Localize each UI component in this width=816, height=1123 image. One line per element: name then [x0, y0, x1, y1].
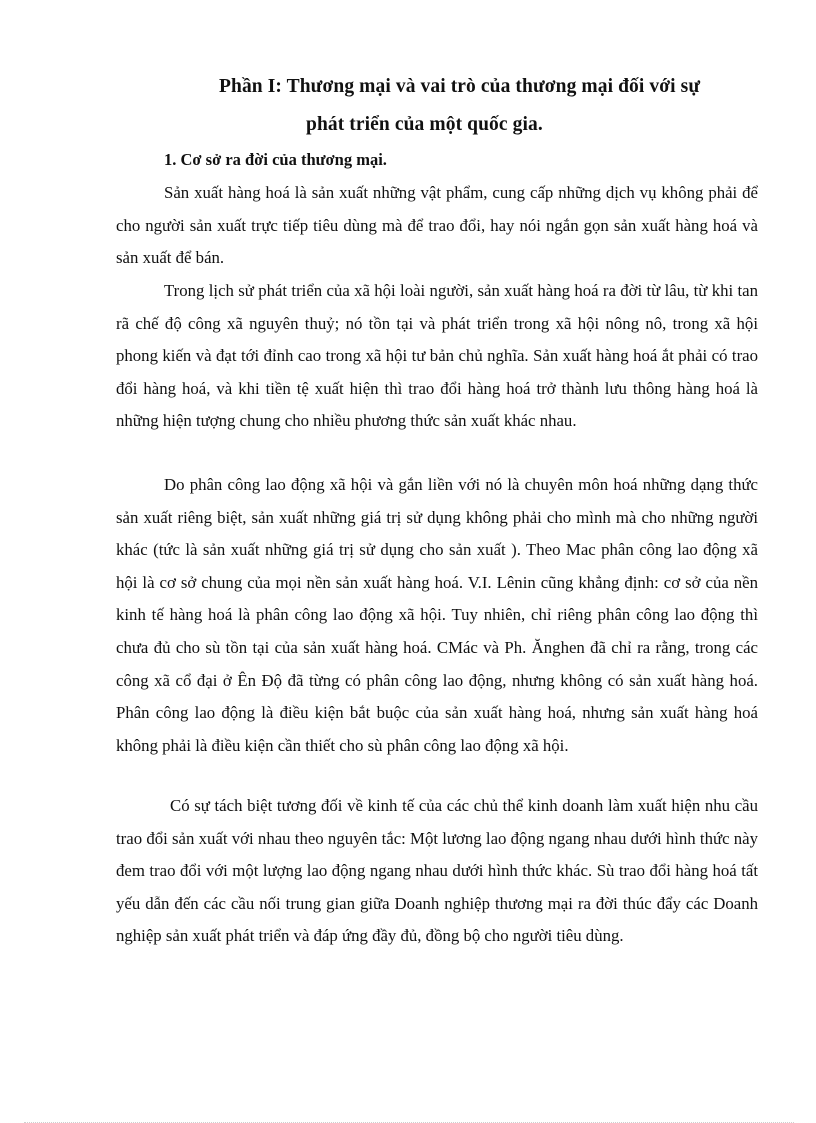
page-title-line-2: phát triển của một quốc gia. [306, 114, 543, 135]
body-paragraph-2: Trong lịch sử phát triển của xã hội loài người, sản xuất hàng hoá ra đời từ lâu, từ khi tan rã chế độ công xã nguyên thuỷ; nó tồn tại và phát triển trong xã hội nông nô, trong xã hội phong kiến và đạt tới đỉnh cao trong xã hội tư bản chủ nghĩa. Sản xuất hàng hoá ắt phải có trao đổi hàng hoá, và khi tiền tệ xuất hiện thì trao đổi hàng hoá trở thành lưu thông hàng hoá là những hiện tượng chung cho nhiều phương thức sản xuất khác nhau. [116, 281, 758, 431]
page-title-line-1: Phần I: Thương mại và vai trò của thương mại đối với sự [219, 76, 701, 97]
body-paragraph-3: Do phân công lao động xã hội và gắn liền với nó là chuyên môn hoá những dạng thức sản xuất riêng biệt, sản xuất những giá trị sử dụng không phải cho mình mà cho những người khác (tức là sản xuất những giá trị sử dụng cho sản xuất ). Theo Mac phân công lao động xã hội là cơ sở chung của mọi nền sản xuất hàng hoá. V.I. Lênin cũng khẳng định: cơ sở của nền kinh tế hàng hoá là phân công lao động xã hội. Tuy nhiên, chỉ riêng phân công lao động thì chưa đủ cho sù tồn tại của sản xuất hàng hoá. CMác và Ph. Ănghen đã chỉ ra rằng, trong các công xã cổ đại ở Ên Độ đã từng có phân công lao động, nhưng không có sản xuất hàng hoá. Phân công lao động là điều kiện bắt buộc của sản xuất hàng hoá, nhưng sản xuất hàng hoá không phải là điều kiện cần thiết cho sù phân công lao động xã hội. [116, 475, 758, 755]
body-paragraph-4: Có sự tách biệt tương đối về kinh tế của các chủ thể kinh doanh làm xuất hiện nhu cầu trao đổi sản xuất với nhau theo nguyên tắc: Một lương lao động ngang nhau dưới hình thức này đem trao đổi với một lượng lao động ngang nhau dưới hình thức khác. Sù trao đổi hàng hoá tất yếu dẫn đến các cầu nối trung gian giữa Doanh nghiệp thương mại ra đời thúc đẩy các Doanh nghiệp sản xuất phát triển và đáp ứng đầy đủ, đồng bộ cho người tiêu dùng. [116, 796, 758, 946]
section-heading: 1. Cơ sở ra đời của thương mại. [164, 150, 387, 169]
body-paragraph-1: Sản xuất hàng hoá là sản xuất những vật phẩm, cung cấp những dịch vụ không phải để cho người sản xuất trực tiếp tiêu dùng mà để trao đổi, hay nói ngắn gọn sản xuất hàng hoá và sản xuất để bán. [116, 183, 758, 268]
